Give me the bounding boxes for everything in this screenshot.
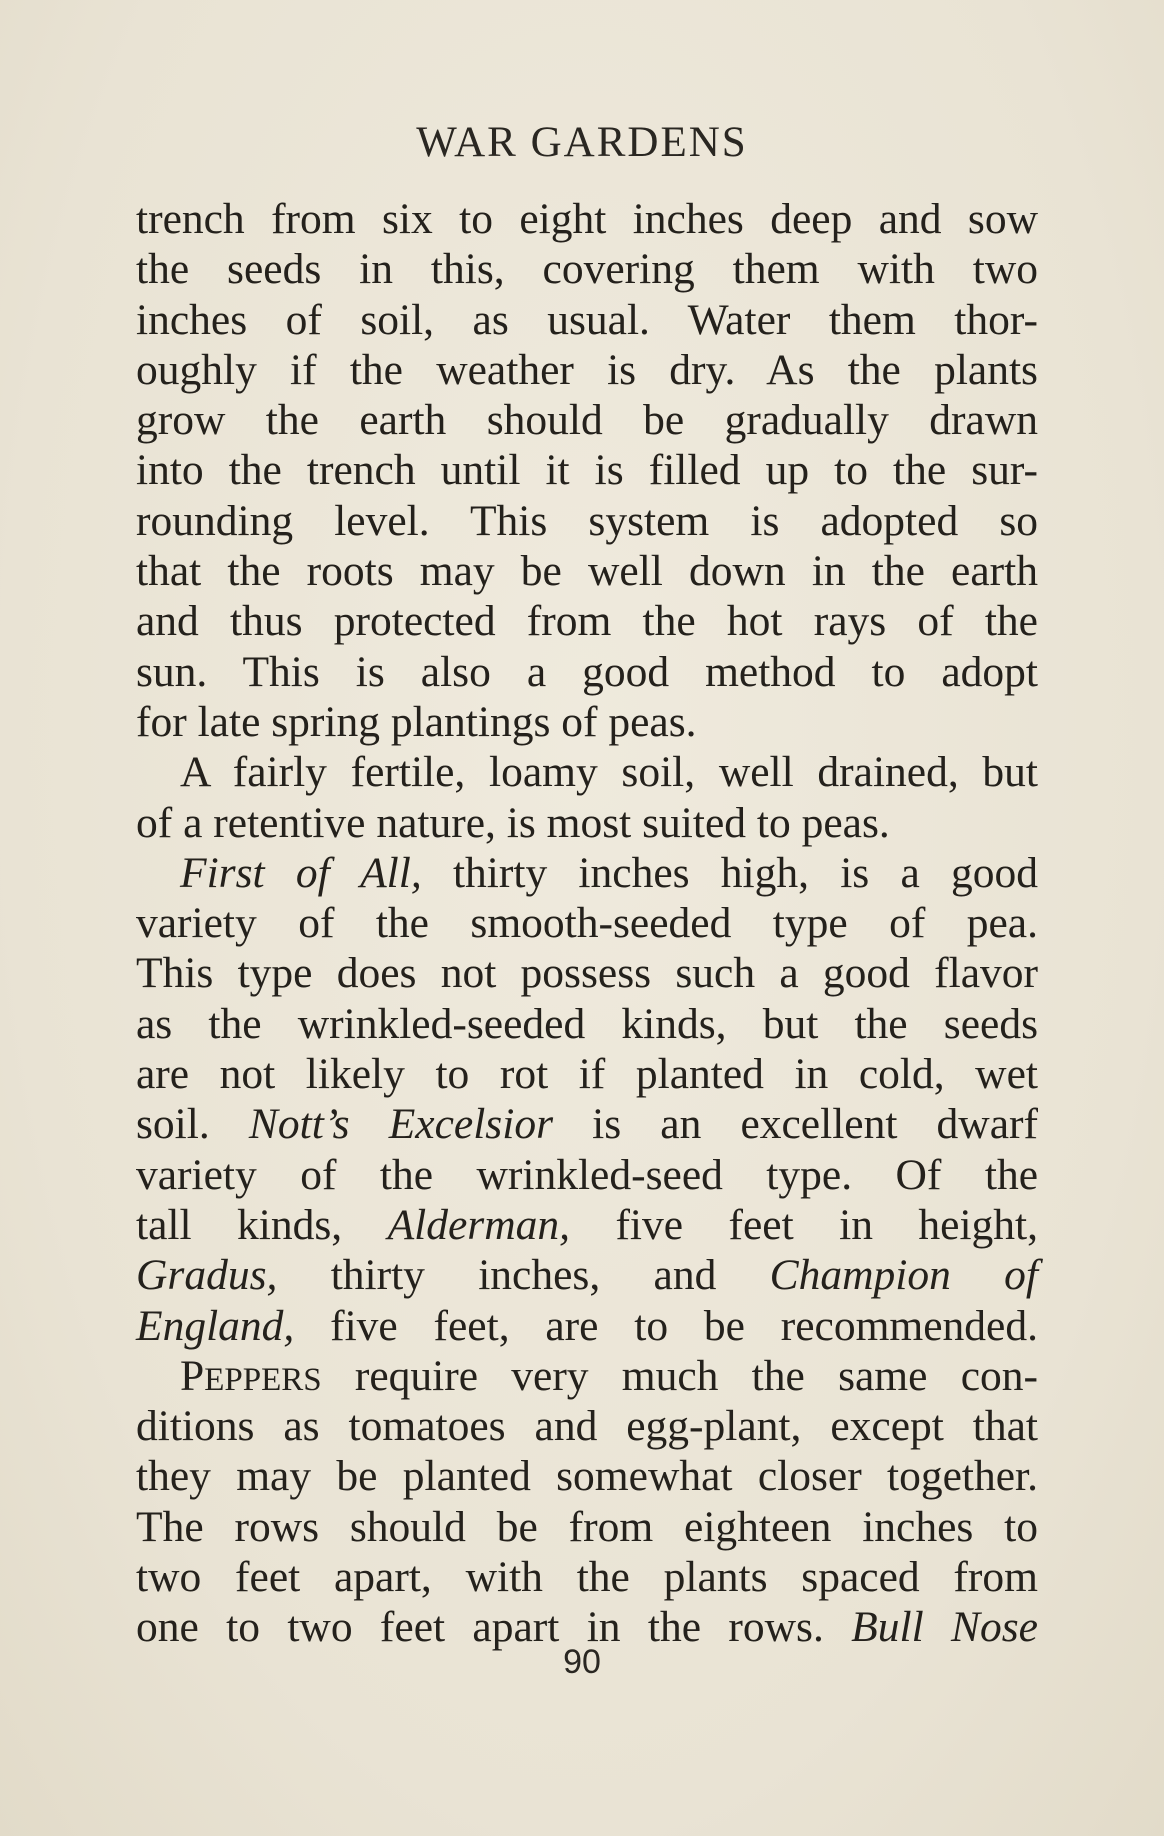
text-line: as the wrinkled-seeded kinds, but the seeds (136, 999, 1038, 1048)
text-line: that the roots may be well down in the earth (136, 547, 1038, 596)
text-line: are not likely to rot if planted in cold, wet (136, 1050, 1038, 1099)
text-run: tall kinds, (136, 1200, 388, 1249)
text-line: rounding level. This system is adopted so (136, 496, 1038, 545)
section-lead-initial: P (180, 1351, 205, 1400)
text-line: The rows should be from eighteen inches to (136, 1502, 1038, 1551)
text-line: This type does not possess such a good flavor (136, 949, 1038, 998)
text-run: is an excellent dwarf (553, 1100, 1038, 1149)
text-line (136, 1200, 1038, 1250)
text-line: ditions as tomatoes and egg-plant, except that (136, 1402, 1038, 1451)
text-line (136, 1250, 1038, 1300)
text-line: and thus protected from the hot rays of the (136, 597, 1038, 646)
text-run: soil. (136, 1100, 249, 1149)
text-run: five feet, are to be recommended. (294, 1301, 1038, 1350)
text-line: inches of soil, as usual. Water them thor- (136, 295, 1038, 344)
text-run: require very much the same con- (321, 1351, 1038, 1400)
text-line: two feet apart, with the plants spaced from (136, 1553, 1038, 1602)
text-line: variety of the smooth-seeded type of pea. (136, 899, 1038, 948)
text-line (136, 1099, 1038, 1149)
variety-name: Alderman, (387, 1200, 571, 1249)
text-line: A fairly fertile, loamy soil, well drained, but (180, 748, 1038, 797)
section-lead-smallcaps: EPPERS (204, 1361, 322, 1398)
text-line: sun. This is also a good method to adopt (136, 647, 1038, 696)
text-line: the seeds in this, covering them with two (136, 245, 1038, 294)
text-line: trench from six to eight inches deep and sow (136, 195, 1038, 243)
text-line (136, 1301, 1038, 1351)
text-run: thirty inches high, is a good (421, 848, 1038, 897)
variety-name: Nott’s Excelsior (248, 1100, 553, 1149)
text-line: of a retentive nature, is most suited to peas. (136, 798, 890, 847)
variety-name: Champion of (769, 1251, 1038, 1300)
text-line: variety of the wrinkled-seed type. Of the (136, 1150, 1038, 1199)
text-line (136, 848, 1038, 898)
variety-name: First of All, (180, 848, 422, 897)
text-run: thirty inches, and (277, 1251, 770, 1300)
variety-name: England, (136, 1301, 295, 1350)
text-line: they may be planted somewhat closer together. (136, 1452, 1038, 1501)
text-line: oughly if the weather is dry. As the plants (136, 345, 1038, 394)
page-number: 90 (563, 1643, 601, 1681)
running-head: WAR GARDENS (416, 119, 748, 166)
text-line: grow the earth should be gradually drawn (136, 396, 1038, 445)
variety-name: Bull Nose (851, 1603, 1038, 1652)
text-line: into the trench until it is filled up to the sur- (136, 446, 1038, 495)
variety-name: Gradus, (136, 1251, 278, 1300)
body-text (136, 194, 1038, 1653)
text-line (136, 1351, 1038, 1401)
text-run: one to two feet apart in the rows. (136, 1603, 852, 1652)
text-run: five feet in height, (570, 1200, 1038, 1249)
text-line: for late spring plantings of peas. (136, 697, 697, 746)
